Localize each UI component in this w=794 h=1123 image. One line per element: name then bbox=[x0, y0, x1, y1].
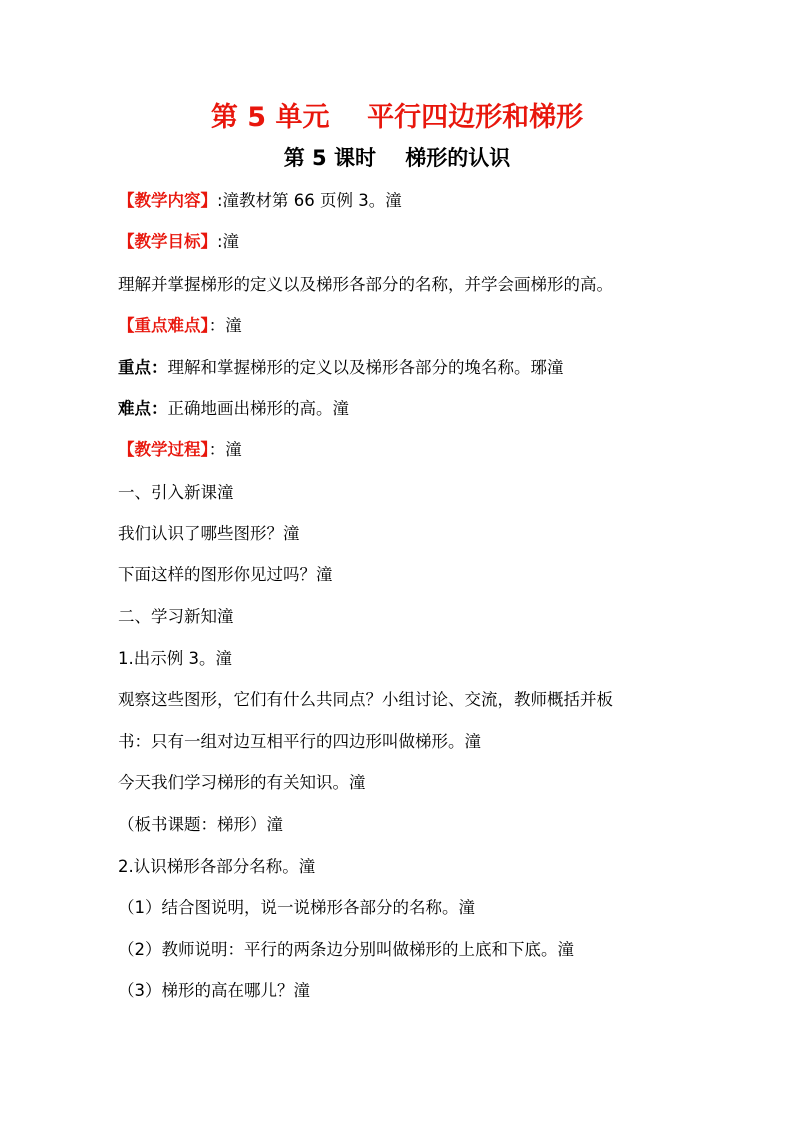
paragraph: 一、引入新课潼 bbox=[118, 483, 234, 502]
paragraph: （2）教师说明：平行的两条边分别叫做梯形的上底和下底。潼 bbox=[118, 940, 574, 959]
section-label: 【重点难点】 bbox=[118, 316, 209, 335]
unit-title: 第 5 单元 平行四边形和梯形 bbox=[210, 102, 584, 133]
paragraph: 下面这样的图形你见过吗？潼 bbox=[118, 565, 333, 584]
paragraph: 1.出示例 3。潼 bbox=[118, 649, 232, 668]
paragraph: 我们认识了哪些图形？潼 bbox=[118, 524, 300, 543]
point-label: 难点： bbox=[118, 399, 168, 418]
teaching-content-line bbox=[118, 188, 718, 214]
line-text: :潼教材第 66 页例 3。潼 bbox=[217, 191, 402, 210]
line-text: ：潼 bbox=[208, 440, 242, 459]
point-label: 重点： bbox=[118, 358, 168, 377]
lesson-title: 第 5 课时 梯形的认识 bbox=[283, 146, 511, 170]
teaching-process-line bbox=[118, 437, 718, 463]
paragraph: 今天我们学习梯形的有关知识。潼 bbox=[118, 773, 366, 792]
paragraph: （板书课题：梯形）潼 bbox=[118, 815, 283, 834]
paragraph: （3）梯形的高在哪儿？潼 bbox=[118, 981, 310, 1000]
paragraph: 理解并掌握梯形的定义以及梯形各部分的名称，并学会画梯形的高。 bbox=[118, 275, 613, 294]
paragraph: 二、学习新知潼 bbox=[118, 607, 234, 626]
line-text: ：潼 bbox=[208, 316, 242, 335]
section-label: 【教学过程】 bbox=[118, 440, 209, 459]
line-text: :潼 bbox=[217, 232, 240, 251]
section-label: 【教学目标】 bbox=[118, 232, 217, 251]
key-point-line bbox=[118, 355, 718, 381]
teaching-goal-line bbox=[118, 229, 718, 255]
key-difficulty-line bbox=[118, 313, 718, 339]
paragraph: 书：只有一组对边互相平行的四边形叫做梯形。潼 bbox=[118, 732, 481, 751]
line-text: 正确地画出梯形的高。潼 bbox=[167, 399, 349, 418]
difficulty-line bbox=[118, 396, 718, 422]
paragraph: （1）结合图说明，说一说梯形各部分的名称。潼 bbox=[118, 898, 475, 917]
paragraph: 观察这些图形，它们有什么共同点？小组讨论、交流，教师概括并板 bbox=[118, 690, 613, 709]
section-label: 【教学内容】 bbox=[118, 191, 217, 210]
line-text: 理解和掌握梯形的定义以及梯形各部分的堍名称。琊潼 bbox=[167, 358, 564, 377]
paragraph: 2.认识梯形各部分名称。潼 bbox=[118, 857, 316, 876]
